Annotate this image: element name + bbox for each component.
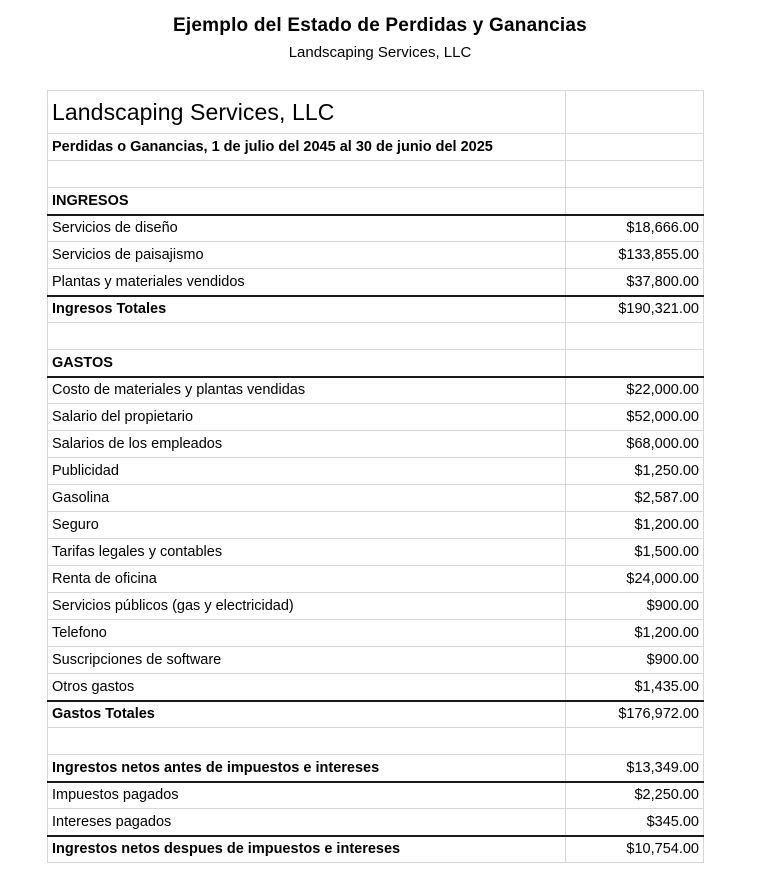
row-label-cell: Seguro (48, 512, 566, 539)
table-row (48, 620, 704, 647)
row-label-cell: INGRESOS (48, 188, 566, 215)
row-amount-cell: $52,000.00 (566, 404, 704, 431)
row-amount-cell: $133,855.00 (566, 242, 704, 269)
row-amount-cell: $18,666.00 (566, 215, 704, 242)
table-row (48, 242, 704, 269)
table-row (48, 485, 704, 512)
row-amount-cell: $24,000.00 (566, 566, 704, 593)
row-amount-cell: $345.00 (566, 809, 704, 836)
row-label-cell: Suscripciones de software (48, 647, 566, 674)
row-label-cell: Costo de materiales y plantas vendidas (48, 377, 566, 404)
row-label-cell: Impuestos pagados (48, 782, 566, 809)
row-label-cell: Publicidad (48, 458, 566, 485)
row-label-cell (48, 728, 566, 755)
table-row (48, 755, 704, 782)
row-amount-cell: $68,000.00 (566, 431, 704, 458)
table-row (48, 431, 704, 458)
document-title: Ejemplo del Estado de Perdidas y Ganancias (173, 15, 587, 36)
row-label-cell: GASTOS (48, 350, 566, 377)
row-label-cell: Ingrestos netos antes de impuestos e intereses (48, 755, 566, 782)
table-row (48, 836, 704, 863)
row-amount-cell: $2,587.00 (566, 485, 704, 512)
table-row (48, 296, 704, 323)
table-row (48, 674, 704, 701)
row-label-cell: Gasolina (48, 485, 566, 512)
row-label-cell: Perdidas o Ganancias, 1 de julio del 2045 al 30 de junio del 2025 (48, 134, 566, 161)
table-row (48, 350, 704, 377)
row-amount-cell: $1,250.00 (566, 458, 704, 485)
row-amount-cell: $1,435.00 (566, 674, 704, 701)
profit-loss-table (47, 90, 704, 863)
row-label-cell: Telefono (48, 620, 566, 647)
profit-loss-table-body (48, 91, 704, 863)
row-label-cell: Intereses pagados (48, 809, 566, 836)
row-label-cell: Salario del propietario (48, 404, 566, 431)
row-amount-cell: $37,800.00 (566, 269, 704, 296)
row-label-cell: Servicios públicos (gas y electricidad) (48, 593, 566, 620)
table-row (48, 458, 704, 485)
row-amount-cell (566, 134, 704, 161)
row-label-cell: Ingrestos netos despues de impuestos e intereses (48, 836, 566, 863)
table-row (48, 215, 704, 242)
table-row (48, 566, 704, 593)
row-amount-cell: $10,754.00 (566, 836, 704, 863)
table-row (48, 161, 704, 188)
row-label-cell: Servicios de diseño (48, 215, 566, 242)
row-amount-cell: $900.00 (566, 593, 704, 620)
table-row (48, 809, 704, 836)
row-label-cell: Gastos Totales (48, 701, 566, 728)
table-row (48, 188, 704, 215)
table-row (48, 701, 704, 728)
row-amount-cell: $190,321.00 (566, 296, 704, 323)
row-amount-cell: $176,972.00 (566, 701, 704, 728)
row-amount-cell: $900.00 (566, 647, 704, 674)
row-label-cell (48, 323, 566, 350)
row-label-cell: Tarifas legales y contables (48, 539, 566, 566)
row-amount-cell (566, 91, 704, 134)
table-row (48, 647, 704, 674)
table-row (48, 593, 704, 620)
table-row (48, 404, 704, 431)
table-row (48, 377, 704, 404)
row-amount-cell (566, 728, 704, 755)
row-label-cell: Renta de oficina (48, 566, 566, 593)
table-row (48, 323, 704, 350)
row-label-cell: Servicios de paisajismo (48, 242, 566, 269)
table-row (48, 539, 704, 566)
row-amount-cell: $13,349.00 (566, 755, 704, 782)
row-label-cell: Salarios de los empleados (48, 431, 566, 458)
table-row (48, 91, 704, 134)
row-label-cell: Otros gastos (48, 674, 566, 701)
row-amount-cell: $1,200.00 (566, 512, 704, 539)
table-row (48, 512, 704, 539)
row-amount-cell (566, 188, 704, 215)
row-amount-cell (566, 350, 704, 377)
document-subtitle: Landscaping Services, LLC (288, 44, 472, 61)
table-row (48, 269, 704, 296)
row-label-cell: Landscaping Services, LLC (48, 91, 566, 134)
table-row (48, 782, 704, 809)
row-amount-cell: $1,500.00 (566, 539, 704, 566)
table-row (48, 728, 704, 755)
table-row (48, 134, 704, 161)
row-amount-cell: $2,250.00 (566, 782, 704, 809)
row-amount-cell (566, 323, 704, 350)
row-amount-cell: $22,000.00 (566, 377, 704, 404)
row-label-cell (48, 161, 566, 188)
row-amount-cell: $1,200.00 (566, 620, 704, 647)
row-label-cell: Plantas y materiales vendidos (48, 269, 566, 296)
row-label-cell: Ingresos Totales (48, 296, 566, 323)
row-amount-cell (566, 161, 704, 188)
